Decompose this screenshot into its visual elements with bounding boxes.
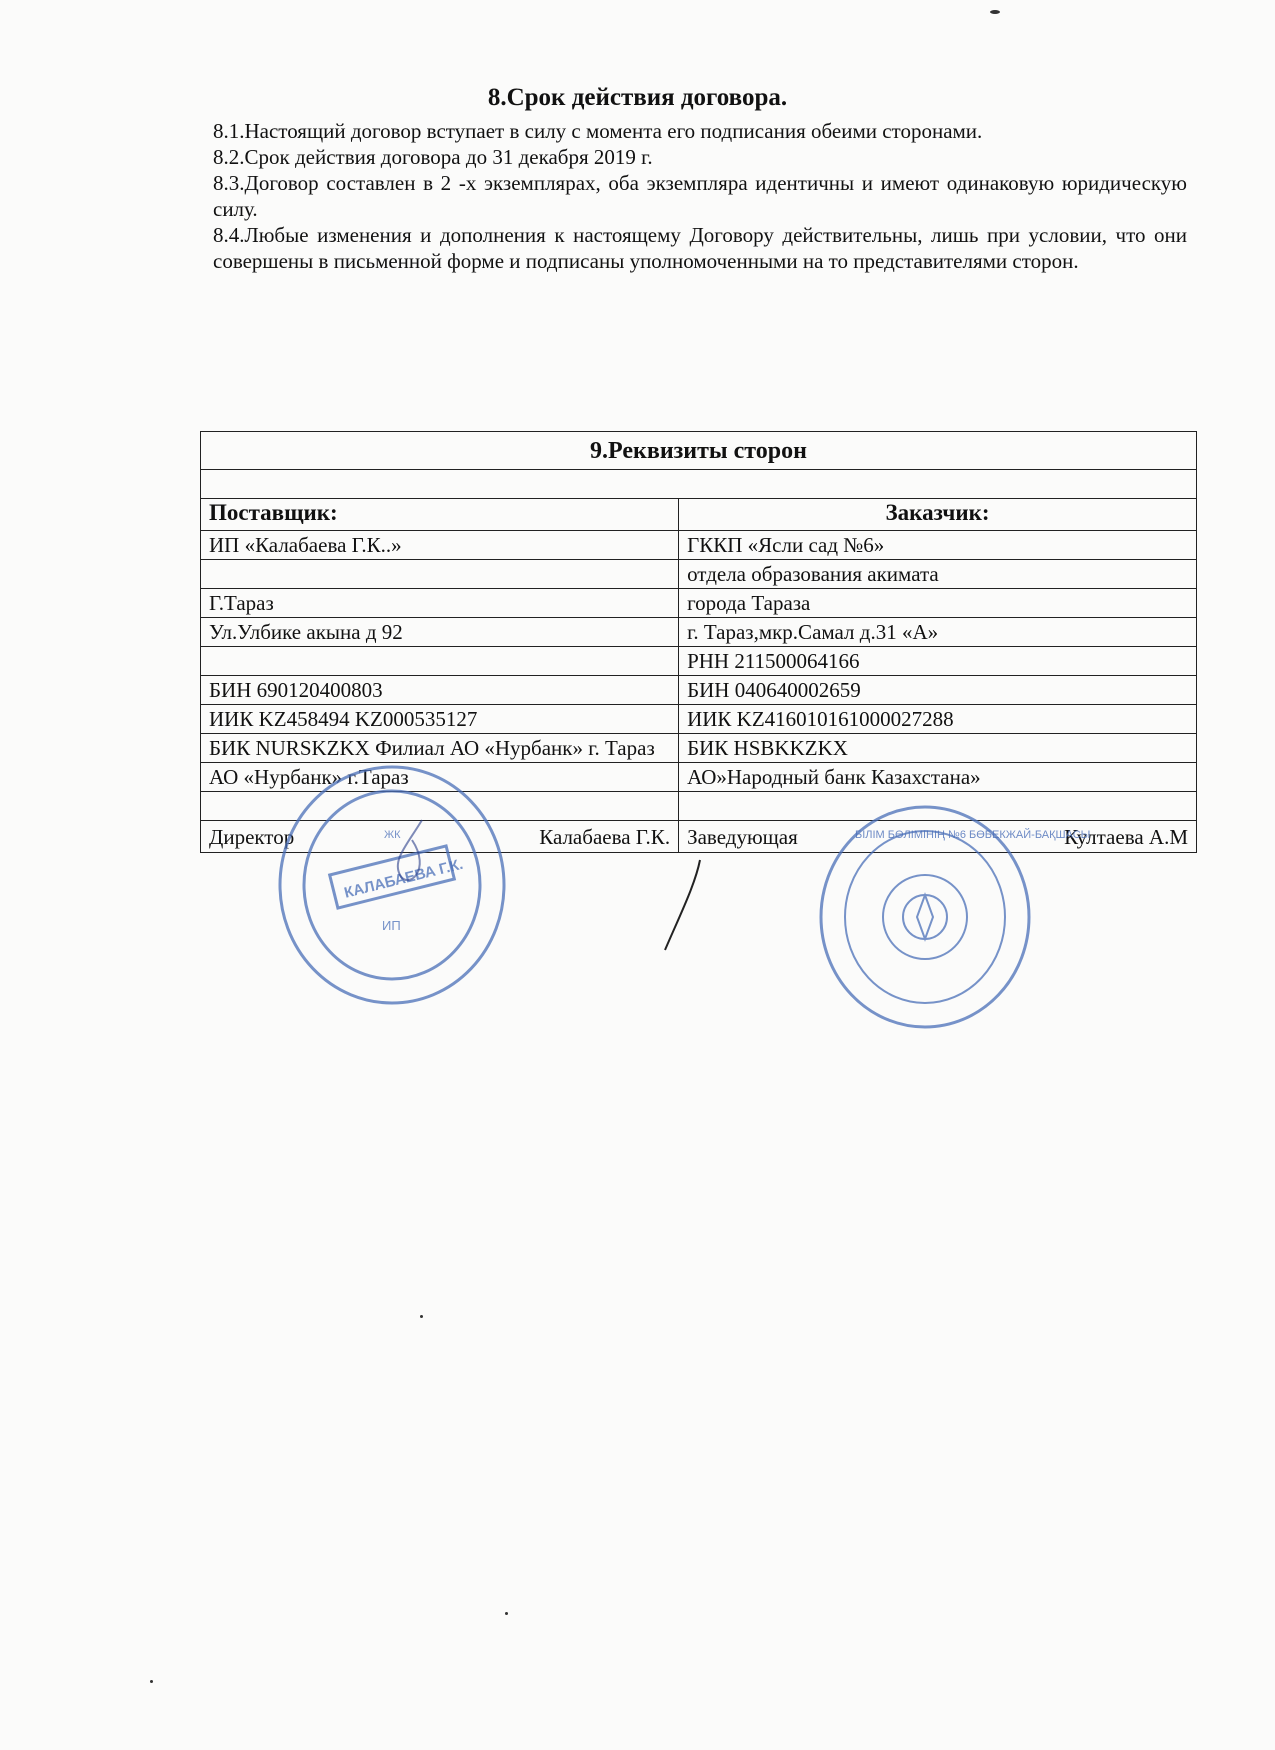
supplier-cell: Г.Тараз [201,589,679,618]
supplier-cell [201,647,679,676]
table-row [201,618,1197,647]
supplier-cell: БИК NURSKZKX Филиал АО «Нурбанк» г. Тараз [201,734,679,763]
section-8-clauses [213,118,1187,274]
customer-cell [679,792,1197,821]
clause-8-2: 8.2.Срок действия договора до 31 декабря 2019 г. [213,145,653,169]
page-speck [420,1315,423,1318]
supplier-cell: ИИК KZ458494 KZ000535127 [201,705,679,734]
supplier-cell: Ул.Улбике акына д 92 [201,618,679,647]
supplier-cell: ИП «Калабаева Г.К..» [201,531,679,560]
customer-cell: БИК HSBKKZKX [679,734,1197,763]
page-speck [150,1680,153,1683]
table-row [201,734,1197,763]
stamp-ring-text: БІЛІМ БӨЛІМІНІҢ №6 БӨБЕКЖАЙ-БАҚШАСЫ [855,829,1091,841]
supplier-cell [201,560,679,589]
clause-8-3: 8.3.Договор составлен в 2 -х экземплярах, оба экземпляра идентичны и имеют одинаковую юридическую силу. [213,171,1187,221]
customer-cell: ИИК KZ416010161000027288 [679,705,1197,734]
customer-signatory: Култаева А.М [1064,825,1188,849]
table-row [201,560,1197,589]
supplier-cell: АО «Нурбанк» г.Тараз [201,763,679,792]
section-8-title: 8.Срок действия договора. [487,84,788,111]
requisites-table [200,431,1197,853]
customer-cell: отдела образования акимата [679,560,1197,589]
table-row [201,705,1197,734]
supplier-role: Директор [209,825,295,849]
supplier-label: Поставщик: [201,499,679,531]
stamp-sub-text: ИП [382,918,401,933]
customer-cell: города Тараза [679,589,1197,618]
customer-cell: г. Тараз,мкр.Самал д.31 «А» [679,618,1197,647]
customer-cell: ГККП «Ясли сад №6» [679,531,1197,560]
clause-8-1: 8.1.Настоящий договор вступает в силу с момента его подписания обеими сторонами. [213,119,983,143]
customer-cell: АО»Народный банк Казахстана» [679,763,1197,792]
signature-scribble-icon [640,855,760,955]
supplier-cell: БИН 690120400803 [201,676,679,705]
clause-8-4: 8.4.Любые изменения и дополнения к настоящему Договору действительны, лишь при условии, что они совершены в письменной форме и подписаны уполномоченными на то представителями сторон. [213,223,1187,273]
table-row [201,531,1197,560]
supplier-cell [201,792,679,821]
customer-signature-cell [679,821,1197,853]
page-speck [505,1612,508,1615]
stamp-name-text: КАЛАБАЕВА Г.К. [342,855,465,902]
customer-label: Заказчик: [679,499,1197,531]
table-row [201,763,1197,792]
page-speck [990,10,1000,14]
table-row [201,589,1197,618]
supplier-signatory: Калабаева Г.К. [539,825,671,849]
customer-role: Заведующая [687,825,798,849]
blank-row [201,470,1197,499]
requisites-title: 9.Реквизиты сторон [201,432,1197,470]
supplier-signature-cell [201,821,679,853]
customer-cell: РНН 211500064166 [679,647,1197,676]
table-row [201,647,1197,676]
table-row [201,792,1197,821]
customer-cell: БИН 040640002659 [679,676,1197,705]
svg-text:ЖК: ЖК [384,829,401,841]
table-row [201,676,1197,705]
signature-row [201,821,1197,853]
